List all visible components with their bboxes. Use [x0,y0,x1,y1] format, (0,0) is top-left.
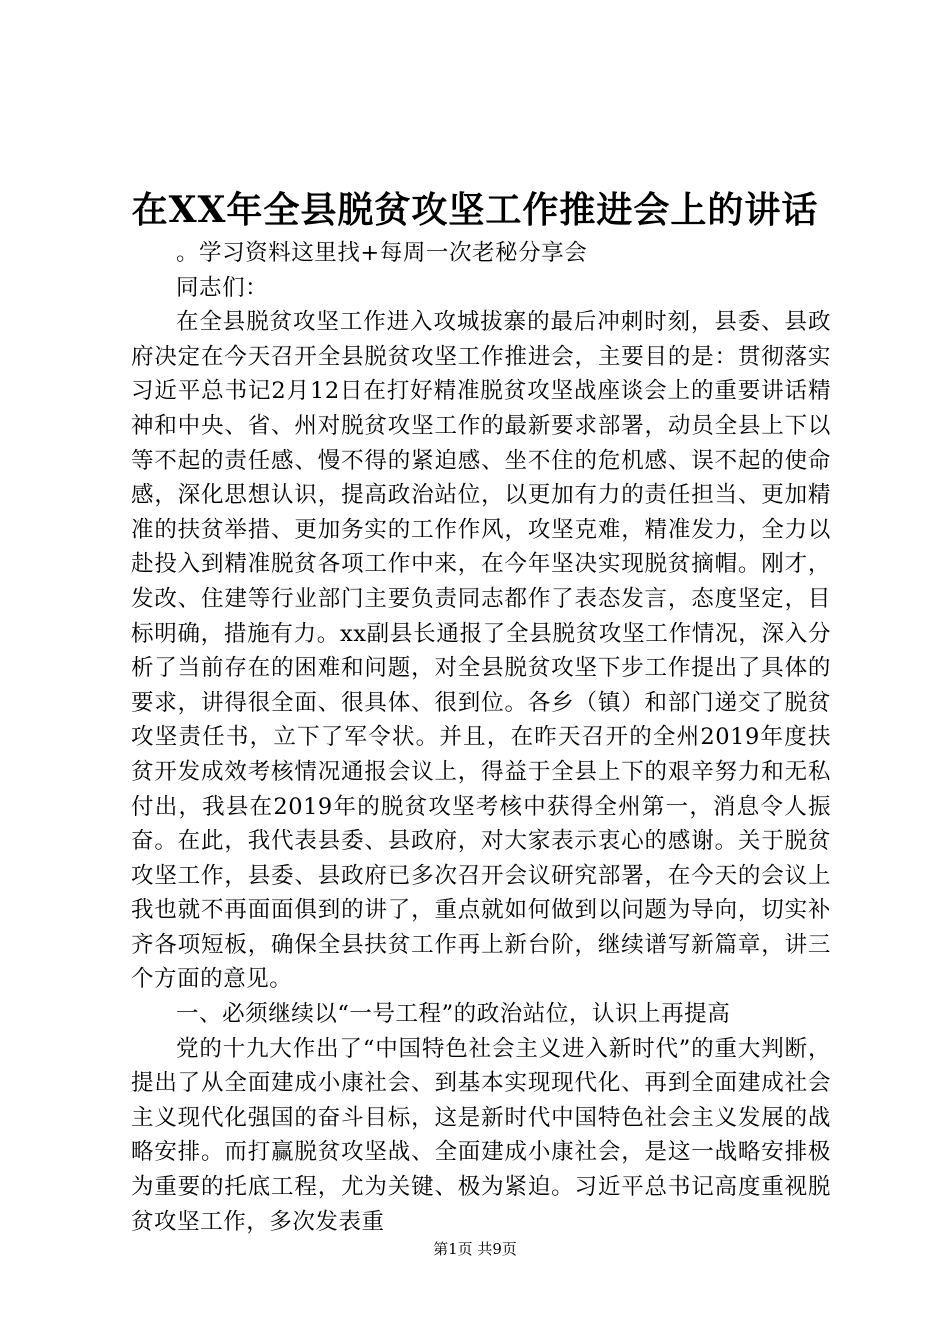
document-body [131,236,831,1239]
paragraph-section-1: 党的十九大作出了“中国特色社会主义进入新时代”的重大判断，提出了从全面建成小康社会、到基本实现现代化、再到全面建成社会主义现代化强国的奋斗目标，这是新时代中国特色社会主义发展的战略安排。而打赢脱贫攻坚战、全面建成小康社会，是这一战略安排极为重要的托底工程，尤为关键、极为紧迫。习近平总书记高度重视脱贫攻坚工作，多次发表重 [131,1035,831,1235]
section-heading-1: 一、必须继续以“一号工程”的政治站位，认识上再提高 [176,1001,731,1028]
page-footer: 第1页 共9页 [433,1240,517,1258]
salutation: 同志们： [176,274,269,301]
document-title: 在XX年全县脱贫攻坚工作推进会上的讲话 [131,189,819,231]
subtitle-line: 。学习资料这里找+每周一次老秘分享会 [176,240,588,266]
paragraph-intro: 在全县脱贫攻坚工作进入攻城拔寨的最后冲刺时刻，县委、县政府决定在今天召开全县脱贫攻坚工作推进会，主要目的是：贯彻落实习近平总书记2月12日在打好精准脱贫攻坚战座谈会上的重要讲话精神和中央、省、州对脱贫攻坚工作的最新要求部署，动员全县上下以等不起的责任感、慢不得的紧迫感、坐不住的危机感、误不起的使命感，深化思想认识，提高政治站位，以更加有力的责任担当、更加精准的扶贫举措、更加务实的工作作风，攻坚克难，精准发力，全力以赴投入到精准脱贫各项工作中来，在今年坚决实现脱贫摘帽。刚才，发改、住建等行业部门主要负责同志都作了表态发言，态度坚定，目标明确，措施有力。xx副县长通报了全县脱贫攻坚工作情况，深入分析了当前存在的困难和问题，对全县脱贫攻坚下步工作提出了具体的要求，讲得很全面、很具体、很到位。各乡（镇）和部门递交了脱贫攻坚责任书，立下了军令状。并且，在昨天召开的全州2019年度扶贫开发成效考核情况通报会议上，得益于全县上下的艰辛努力和无私付出，我县在2019年的脱贫攻坚考核中获得全州第一，消息令人振奋。在此，我代表县委、县政府，对大家表示衷心的感谢。关于脱贫攻坚工作，县委、县政府已多次召开会议研究部署，在今天的会议上我也就不再面面俱到的讲了，重点就如何做到以问题为导向，切实补齐各项短板，确保全县扶贫工作再上新台阶，继续谱写新篇章，讲三个方面的意见。 [131,309,831,993]
